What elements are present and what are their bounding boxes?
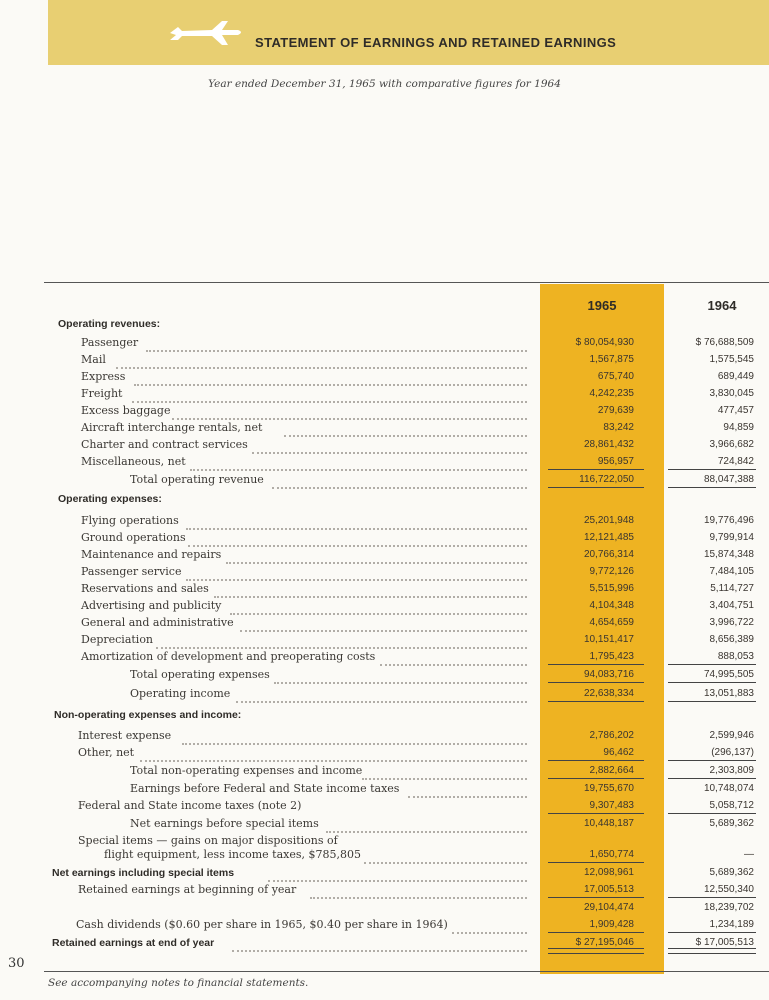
table-row [0,816,769,833]
table-row [0,632,769,649]
leader-dots [214,581,527,598]
value-1965: 17,005,513 [548,884,634,895]
table-row [0,649,769,666]
value-1964: 2,303,809 [668,765,754,776]
statement-subtitle: Year ended December 31, 1965 with comparative figures for 1964 [208,78,561,90]
section-label: Operating expenses: [58,493,162,505]
footnote: See accompanying notes to financial statements. [48,977,309,989]
value-1964: 888,053 [668,651,754,662]
value-1965: 4,654,659 [589,617,634,628]
leader-dots [274,667,527,684]
row-label: Express [81,370,126,383]
value-1965: 25,201,948 [583,515,634,526]
top-rule [44,282,769,283]
row-label: Passenger service [81,565,182,578]
value-1965: 96,462 [548,747,634,758]
leader-dots [134,369,527,386]
value-1965: 956,957 [548,456,634,467]
row-label: Flying operations [81,514,179,527]
table-row [0,530,769,547]
row-label: Cash dividends ($0.60 per share in 1965, $0.40 per share in 1964) [76,918,448,931]
leader-dots [186,564,527,581]
row-label: Passenger [81,336,139,349]
value-1964: 74,995,505 [668,669,754,680]
leader-dots [232,935,527,952]
value-1964: (296,137) [668,747,754,758]
title-banner [48,0,769,65]
row-label: Other, net [78,746,135,759]
row-label: Net earnings including special items [52,867,235,879]
leader-dots [186,513,527,530]
value-1964: 3,966,682 [709,439,754,450]
table-row [0,564,769,581]
table-row [0,847,769,864]
leader-dots [408,781,527,798]
table-row [0,882,769,899]
leader-dots [364,847,527,864]
table-row [0,598,769,615]
column-header-1965: 1965 [587,298,617,313]
row-label: Mail [81,353,106,366]
section-label: Non-operating expenses and income: [54,709,242,721]
leader-dots [362,763,527,780]
row-label: Interest expense [78,729,172,742]
leader-dots [272,472,527,489]
value-1964: 2,599,946 [709,730,754,741]
table-row [0,386,769,403]
value-1965: 12,098,961 [583,867,634,878]
value-1965: 9,307,483 [548,800,634,811]
value-1965: 12,121,485 [583,532,634,543]
airplane-icon [168,18,244,48]
leader-dots [116,352,527,369]
value-1964: 3,404,751 [709,600,754,611]
value-1964: 3,996,722 [709,617,754,628]
value-1965: 5,515,996 [589,583,634,594]
table-row [0,437,769,454]
leader-dots [140,745,527,762]
section-label: Operating revenues: [58,318,161,330]
table-row [0,798,769,815]
value-1965: 116,722,050 [548,474,634,485]
table-row-total [0,686,769,703]
leader-dots [146,335,527,352]
row-label: Earnings before Federal and State income taxes [130,782,400,795]
table-row [0,454,769,471]
table-row-total [0,472,769,489]
value-1964: 94,859 [723,422,754,433]
value-1965: 1,795,423 [548,651,634,662]
table-row [0,369,769,386]
row-label: Operating income [130,687,231,700]
table-row [0,581,769,598]
value-1965: 1,909,428 [548,919,634,930]
value-1964: 1,575,545 [709,354,754,365]
value-1964: 1,234,189 [668,919,754,930]
leader-dots [380,649,527,666]
row-label: Special items — gains on major dispositions of [78,834,338,847]
row-label: Total operating revenue [130,473,264,486]
page-title: STATEMENT OF EARNINGS AND RETAINED EARNINGS [255,35,617,50]
leader-dots [236,686,527,703]
leader-dots [268,865,527,882]
value-1964: 9,799,914 [709,532,754,543]
value-1964: 3,830,045 [709,388,754,399]
table-row-grand-total [0,935,769,952]
value-1964: $ 17,005,513 [668,937,754,948]
row-label: Ground operations [81,531,186,544]
value-1965: 28,861,432 [583,439,634,450]
table-row-total [0,865,769,882]
value-1965: 2,786,202 [589,730,634,741]
leader-dots [156,632,527,649]
value-1965: 22,638,334 [548,688,634,699]
section-operating-revenues [0,316,769,333]
value-1965: 83,242 [603,422,634,433]
leader-dots [452,917,527,934]
value-1964: — [744,849,754,860]
value-1964: 477,457 [717,405,754,416]
leader-dots [310,882,527,899]
row-label: Total operating expenses [130,668,270,681]
row-label: Excess baggage [81,404,171,417]
section-operating-expenses [0,491,769,508]
table-row [0,547,769,564]
value-1964: 5,689,362 [709,867,754,878]
value-1965: 10,448,187 [583,818,634,829]
leader-dots [132,386,527,403]
leader-dots [252,437,527,454]
column-header-1964: 1964 [707,298,737,313]
row-label: Maintenance and repairs [81,548,222,561]
value-1964: 5,114,727 [710,583,754,594]
value-1965: 1,650,774 [548,849,634,860]
table-row [0,728,769,745]
row-label: Retained earnings at beginning of year [78,883,297,896]
row-label: Aircraft interchange rentals, net [81,421,263,434]
value-1964: 15,874,348 [703,549,754,560]
row-label: Miscellaneous, net [81,455,186,468]
row-label: General and administrative [81,616,234,629]
value-1964: 10,748,074 [703,783,754,794]
table-row [0,513,769,530]
table-row-total [0,667,769,684]
value-1964: 724,842 [668,456,754,467]
value-1964: 19,776,496 [703,515,754,526]
row-label: Freight [81,387,123,400]
value-1965: 279,639 [597,405,634,416]
value-1964: 8,656,389 [709,634,754,645]
value-1965: 675,740 [597,371,634,382]
value-1964: 5,058,712 [668,800,754,811]
row-label: Amortization of development and preoperating costs [81,650,376,663]
value-1965: $ 27,195,046 [548,937,634,948]
section-non-operating [0,707,769,724]
value-1964: 12,550,340 [668,884,754,895]
value-1964: 88,047,388 [668,474,754,485]
leader-dots [240,615,527,632]
table-row [0,403,769,420]
row-label: Total non-operating expenses and income [130,764,363,777]
value-1964: $ 76,688,509 [695,337,754,348]
leader-dots [182,728,527,745]
leader-dots [226,547,527,564]
table-row [0,781,769,798]
value-1964: 18,239,702 [703,902,754,913]
table-row [0,335,769,352]
table-row [0,900,769,917]
value-1965: 19,755,670 [583,783,634,794]
value-1965: 94,083,716 [548,669,634,680]
page-number: 30 [8,956,25,971]
value-1965: 29,104,474 [583,902,634,913]
table-row [0,420,769,437]
leader-dots [172,403,527,420]
row-label: Charter and contract services [81,438,248,451]
value-1964: 7,484,105 [709,566,754,577]
row-label: Reservations and sales [81,582,209,595]
row-label: Retained earnings at end of year [52,937,215,949]
value-1964: 5,689,362 [709,818,754,829]
table-row [0,615,769,632]
table-row [0,352,769,369]
value-1965: 9,772,126 [589,566,634,577]
value-1965: $ 80,054,930 [575,337,634,348]
value-1964: 13,051,883 [668,688,754,699]
row-label: Advertising and publicity [81,599,222,612]
leader-dots [326,816,527,833]
row-label: Federal and State income taxes (note 2) [78,799,302,812]
row-label-continued: flight equipment, less income taxes, $785,805 [104,848,361,861]
leader-dots [188,530,527,547]
table-row-total [0,763,769,780]
value-1965: 4,242,235 [589,388,634,399]
value-1965: 2,882,664 [548,765,634,776]
table-row [0,917,769,934]
leader-dots [190,454,527,471]
row-label: Depreciation [81,633,154,646]
table-row [0,745,769,762]
value-1965: 10,151,417 [583,634,634,645]
bottom-rule [44,971,769,972]
row-label: Net earnings before special items [130,817,319,830]
leader-dots [284,420,527,437]
value-1964: 689,449 [717,371,754,382]
value-1965: 1,567,875 [589,354,634,365]
leader-dots [230,598,527,615]
value-1965: 20,766,314 [583,549,634,560]
value-1965: 4,104,348 [589,600,634,611]
